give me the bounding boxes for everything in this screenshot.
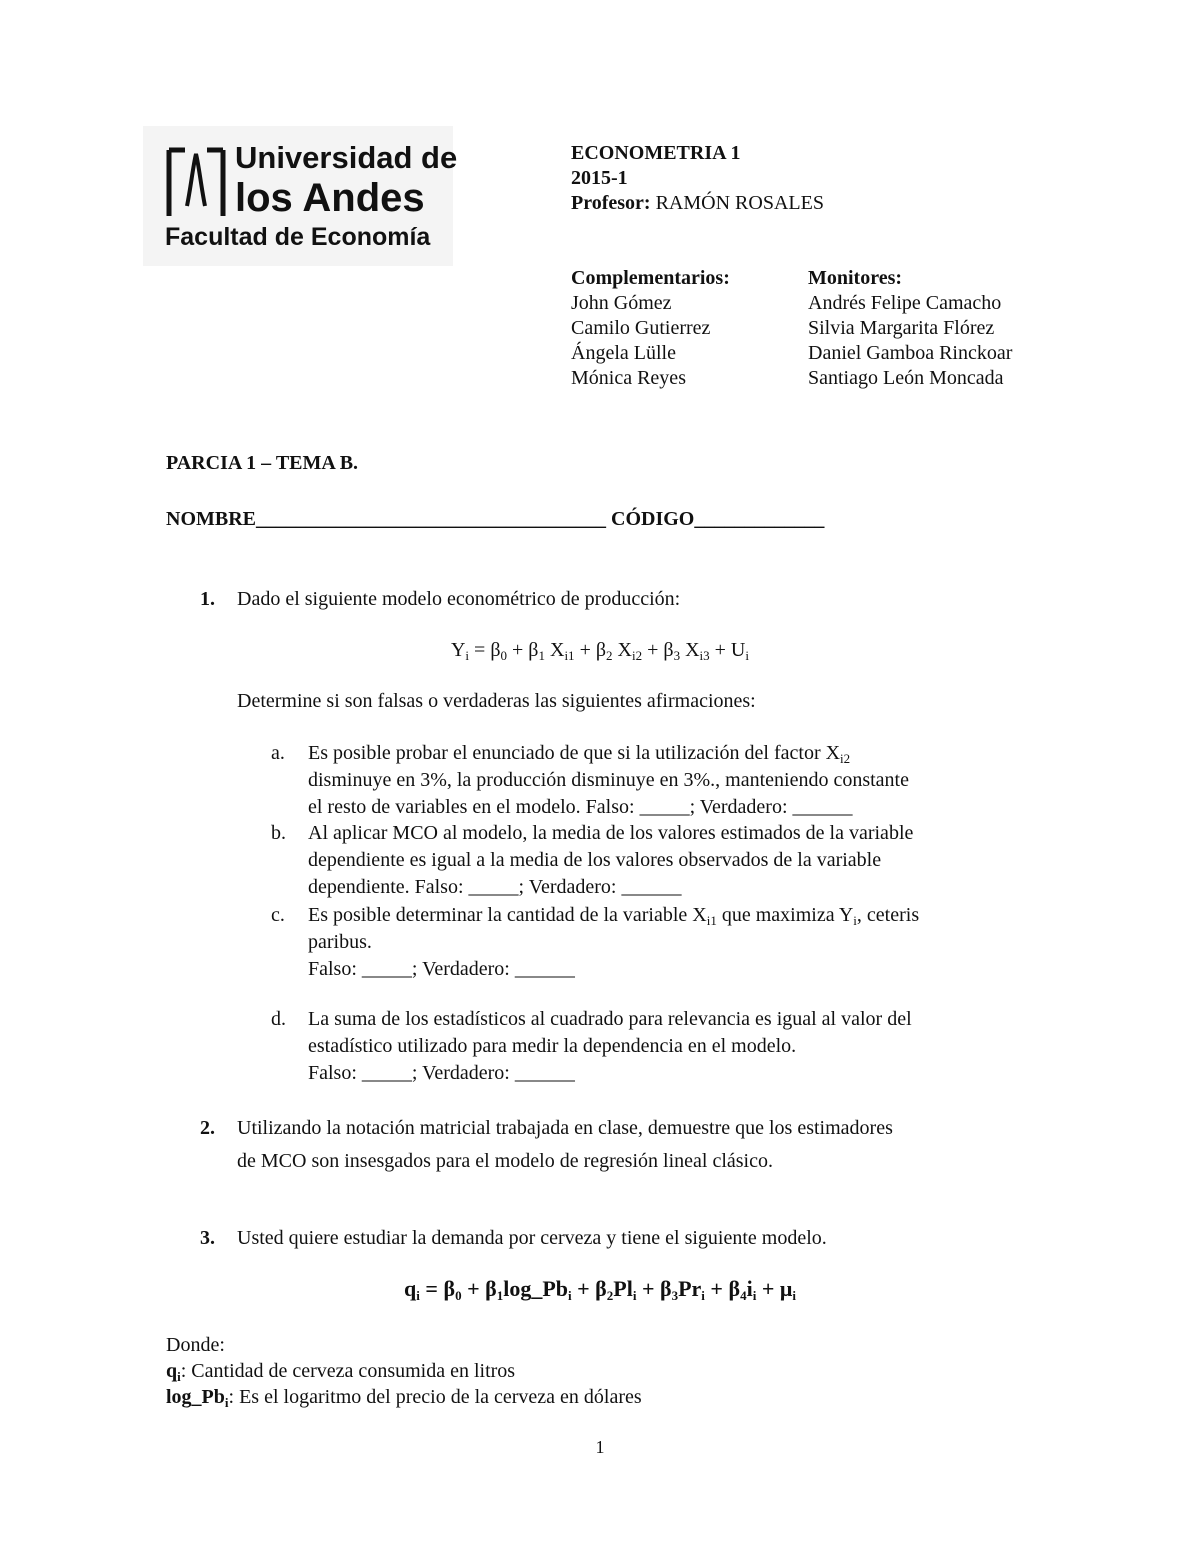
monitor-name: Daniel Gamboa Rinckoar bbox=[808, 342, 1013, 364]
professor-label: Profesor: bbox=[571, 192, 651, 214]
complementario-name: Mónica Reyes bbox=[571, 367, 686, 389]
statement-line: Falso: _____; Verdadero: ______ bbox=[308, 958, 575, 980]
exam-title: PARCIA 1 – TEMA B. bbox=[166, 452, 359, 474]
statement-label: b. bbox=[271, 822, 286, 844]
logo-line-2: los Andes bbox=[235, 176, 425, 220]
complementario-name: Camilo Gutierrez bbox=[571, 317, 711, 339]
name-code-line: NOMBRE___________________________________ CÓDIGO_____________ bbox=[166, 508, 825, 530]
question-line: Utilizando la notación matricial trabajada en clase, demuestre que los estimadores bbox=[237, 1117, 893, 1139]
statement-line: el resto de variables en el modelo. Falso: _____; Verdadero: ______ bbox=[308, 796, 853, 818]
beer-demand-equation: $q_i = \beta_0$ + $\beta_1\log\_Pb_i + \beta_2Pl_i + \beta_3Pr_i + \beta_4i_i + \mu_i$ bbox=[404, 1276, 796, 1303]
statement-line: Falso: _____; Verdadero: ______ bbox=[308, 1062, 575, 1084]
professor-name: RAMÓN ROSALES bbox=[655, 192, 824, 214]
logo-line-1: Universidad de bbox=[235, 140, 458, 175]
instruction-text: Determine si son falsas o verdaderas las siguientes afirmaciones: bbox=[237, 690, 756, 712]
statement-line: estadístico utilizado para medir la dependencia en el modelo. bbox=[308, 1035, 797, 1057]
monitores-list bbox=[808, 265, 1012, 390]
statement-line: dependiente es igual a la media de los valores observados de la variable bbox=[308, 849, 882, 871]
production-model-equation: $Y_i = \beta_0 + \beta_1$ $X_{i1} + \beta_2$ $X_{i2} + \beta_3$ $X_{i3} + U_i$ bbox=[450, 639, 750, 663]
statement-line: paribus. bbox=[308, 931, 372, 953]
complementarios-list bbox=[571, 265, 730, 390]
logo-line-3: Facultad de Economía bbox=[165, 223, 431, 251]
statement-line: Al aplicar MCO al modelo, la media de los valores estimados de la variable bbox=[308, 822, 914, 844]
complementario-name: John Gómez bbox=[571, 292, 672, 314]
course-name: ECONOMETRIA 1 bbox=[571, 142, 741, 164]
statement-line: La suma de los estadísticos al cuadrado para relevancia es igual al valor del bbox=[308, 1008, 912, 1030]
statement-label: c. bbox=[271, 904, 285, 926]
statement-label: d. bbox=[271, 1008, 286, 1030]
monitor-name: Andrés Felipe Camacho bbox=[808, 292, 1002, 314]
statement-line: disminuye en 3%, la producción disminuye en 3%., manteniendo constante bbox=[308, 769, 909, 791]
donde-label: Donde: bbox=[166, 1334, 225, 1356]
course-header bbox=[571, 140, 824, 215]
university-logo bbox=[143, 126, 458, 266]
question-intro: Usted quiere estudiar la demanda por cerveza y tiene el siguiente modelo. bbox=[237, 1227, 827, 1249]
question-intro: Dado el siguiente modelo econométrico de producción: bbox=[237, 588, 681, 610]
andes-emblem-icon bbox=[165, 146, 227, 218]
question-number: 3. bbox=[200, 1227, 215, 1249]
monitor-name: Santiago León Moncada bbox=[808, 367, 1004, 389]
statement-line: Es posible determinar la cantidad de la variable $X_{i1}$ que maximiza $Y_i$, ceteris bbox=[308, 904, 920, 928]
course-term: 2015-1 bbox=[571, 167, 628, 189]
definition-q: $q_i$: Cantidad de cerveza consumida en litros bbox=[166, 1360, 516, 1384]
statement-line: dependiente. Falso: _____; Verdadero: ______ bbox=[308, 876, 682, 898]
complementario-name: Ángela Lülle bbox=[571, 342, 676, 364]
question-number: 1. bbox=[200, 588, 215, 610]
question-line: de MCO son insesgados para el modelo de regresión lineal clásico. bbox=[237, 1150, 773, 1172]
complementarios-heading: Complementarios: bbox=[571, 267, 730, 289]
professor-line bbox=[571, 190, 824, 215]
statement-label: a. bbox=[271, 742, 285, 764]
statement-line: Es posible probar el enunciado de que si la utilización del factor $X_{i2}$ bbox=[308, 742, 851, 766]
question-number: 2. bbox=[200, 1117, 215, 1139]
monitores-heading: Monitores: bbox=[808, 267, 903, 289]
monitor-name: Silvia Margarita Flórez bbox=[808, 317, 995, 339]
definition-log-pb: $\log\_Pb_i$: Es el logaritmo del precio de la cerveza en dólares bbox=[166, 1386, 642, 1410]
page-number: 1 bbox=[595, 1437, 605, 1457]
